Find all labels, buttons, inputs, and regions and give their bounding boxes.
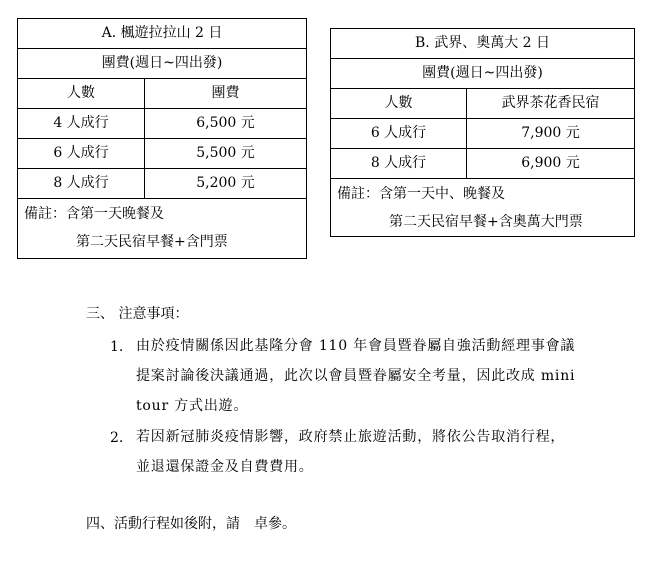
list-item-number: 1. [110,339,124,355]
table-header-row [331,89,635,119]
package-table-a [17,18,307,259]
table-cell: 6 人成行 [18,139,145,169]
table-cell: 7,900 元 [467,119,635,149]
list-item-line: 提案討論後決議通過，此次以會員暨眷屬安全考量，因此改成 mini [136,368,576,384]
column-header: 人數 [331,89,467,119]
section-heading: 三、 注意事項： [86,306,189,322]
list-item-line: 並退還保證金及自費費用。 [136,459,314,475]
table-row [331,119,635,149]
table-note-row [331,179,635,237]
table-cell: 6,500 元 [145,109,307,139]
table-note [18,199,307,259]
table-row [331,149,635,179]
table-row [18,109,307,139]
table-title: B. 武界、奧萬大 2 日 [331,29,635,59]
table-note-row [18,199,307,259]
note-line: 備註：含第一天中、晚餐及 [337,186,505,202]
table-title-row [331,29,635,59]
table-cell: 5,500 元 [145,139,307,169]
column-header: 人數 [18,79,145,109]
table-subtitle: 團費(週日~四出發) [18,49,307,79]
table-title-row [18,19,307,49]
table-header-row [18,79,307,109]
list-item [136,331,636,421]
table-title: A. 楓遊拉拉山 2 日 [18,19,307,49]
table-cell: 8 人成行 [331,149,467,179]
list-item-line: 由於疫情關係因此基隆分會 110 年會員暨眷屬自強活動經理事會議 [136,338,576,354]
column-header: 團費 [145,79,307,109]
list-item [136,422,636,482]
table-cell: 6,900 元 [467,149,635,179]
note-line: 第二天民宿早餐+含奧萬大門票 [389,214,583,230]
table-cell: 6 人成行 [331,119,467,149]
section-heading: 四、活動行程如後附，請 卓參。 [86,516,296,532]
column-header: 武界茶花香民宿 [467,89,635,119]
table-subtitle-row [331,59,635,89]
note-line: 第二天民宿早餐+含門票 [76,234,228,250]
list-item-line: 若因新冠肺炎疫情影響，政府禁止旅遊活動，將依公告取消行程， [136,429,566,445]
table-cell: 5,200 元 [145,169,307,199]
note-line: 備註：含第一天晚餐及 [24,206,164,222]
table-cell: 8 人成行 [18,169,145,199]
package-table-b [330,28,635,237]
list-item-line: tour 方式出遊。 [136,398,249,414]
table-subtitle: 團費(週日~四出發) [331,59,635,89]
list-item-number: 2. [110,430,124,446]
table-subtitle-row [18,49,307,79]
table-row [18,139,307,169]
table-row [18,169,307,199]
table-cell: 4 人成行 [18,109,145,139]
table-note [331,179,635,237]
